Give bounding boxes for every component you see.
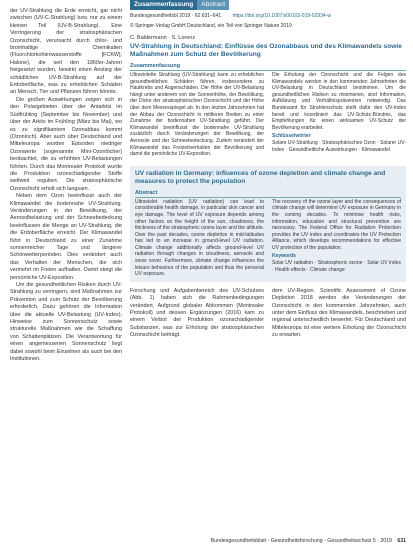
doi-link[interactable]: https://doi.org/10.1007/s00103-019-02934-w (232, 13, 331, 19)
tab-zusammenfassung[interactable]: Zusammenfassung (130, 0, 197, 10)
abstract-panel (130, 0, 406, 340)
abstract-text: Die Erholung der Ozonschicht und die Folgen des Klimawandels werden in den kommenden Jahrzehnten die UV-Belastung in Deutschland bestimmen. Um die gesundheitlichen Risiken zu minimieren, sind Information, Aufklärung und Verhältnisprävention notwendig. Das Bundesamt für Strahlenschutz stellt dafür den UV-Index bereit und koordiniert das UV-Schutz-Bündnis, das Empfehlungen für einen wirksamen UV-Schutz der Bevölkerung erarbeitet. (272, 72, 406, 131)
abstract-column (272, 72, 406, 158)
left-body-column (10, 8, 122, 364)
abstract-column (272, 199, 401, 278)
abstract-column (130, 72, 264, 158)
body-paragraph: Forschung und Aufgabenbereich des UV-Schutzes (Abb. 1) haben sich die Rahmenbedingungen verändert. Aufgrund globaler Abkommen (Montrealer Protokoll) und dessen Ergänzungen (2016) kam zu einem Verbot der Produktion ozonschädigender Substanzen, was zur Erholung der stratosphärischen Ozonschicht beiträgt. (130, 287, 264, 339)
body-paragraph: dem UV-Region. Scientific Assessment of Ozone Depletion 2018 werden die Veränderungen der Ozonschicht in den kommenden Jahrzehnten, auch unter dem Einfluss des Klimawandels, beschrieben und regional unterschiedlich bewertet. Für Deutschland und Mitteleuropa ist eine weitere Erholung der Ozonschicht zu erwarten. (272, 287, 406, 339)
english-section-label: Abstract (135, 190, 401, 198)
english-abstract-block (130, 166, 406, 282)
body-paragraph: Um die gesundheitlichen Risiken durch UV-Strahlung zu verringern, sind Maßnahmen zur Prävention und zum Schutz der Bevölkerung erforderlich. Dazu gehören die Information über die aktuelle UV-Belastung (UV-Index), Hinweise zum Sonnenschutz sowie strukturelle Maßnahmen wie die Schaffung von Schattenplätzen. Die Verantwortung für einen angemessenen Sonnenschutz liegt dabei sowohl beim Einzelnen als auch bei den Institutionen. (10, 282, 122, 363)
abstract-column (135, 199, 264, 278)
citation: Bundesgesundheitsbl 2019 · 62:631–641 (130, 13, 222, 19)
page-number: 631 (397, 538, 406, 544)
abstract-text: Ultraviolet radiation (UV radiation) can lead to considerable health damage, in particular skin cancer and eye damage. The level of UV exposure depends among other factors on the height of the sun, cloudiness, the thickness of the stratospheric ozone layer and the altitude. Over the past decades, ozone depletion in mid-latitudes has led to an increase in ground-level UV radiation. Climate change additionally affects ground-level UV radiation through changes in cloudiness, aerosols and snow cover. Furthermore, climate change influences the leisure behaviour of the population and thus the personal UV exposure. (135, 198, 264, 278)
body-column (272, 288, 406, 340)
german-title: UV-Strahlung in Deutschland: Einflüsse des Ozonabbaus und des Klimawandels sowie Maßnahmen zum Schutz der Bevölkerung (130, 43, 402, 58)
body-paragraph: der UV-Strahlung die Erde erreicht, gar nicht zwischen (UV-C-Strahlung) bzw. nur zu einem kleinen Teil (UV-B-Strahlung). Eine Verringerung der stratosphärischen Ozonschicht, verursacht durch chlor- und bromhaltige Chemikalien (Fluorchlorkohlenwasserstoffe [FCKW], Halone), die seit den 1960er-Jahren freigesetzt wurden, bewirkt einen Anstieg der schädlichen UV-B-Strahlung auf der Erdoberfläche, was zu erheblichen Schäden an Mensch, Tier und Pflanzen führen könnte. (10, 8, 122, 96)
tab-abstract[interactable]: Abstract (197, 0, 229, 10)
german-section-label: Zusammenfassung (130, 63, 406, 71)
authors: C. Baldermann · S. Lorenz (130, 35, 196, 41)
english-title: UV radiation in Germany: influences of ozone depletion and climate change and measures to protect the population (135, 169, 386, 185)
keywords: Solar UV radiation · Stratospheric ozone · Solar UV index · Health effects · Climate change (272, 260, 401, 273)
body-column (130, 288, 264, 340)
english-abstract (135, 199, 401, 278)
keywords-label: Keywords (272, 253, 296, 260)
keywords-label: Schlüsselwörter (272, 133, 311, 140)
copyright-line: © Springer-Verlag GmbH Deutschland, ein Teil von Springer Nature 2019 (130, 22, 292, 29)
german-abstract (130, 72, 406, 158)
citation-line (130, 13, 406, 20)
keywords: Solare UV-Strahlung · Stratosphärisches Ozon · Solarer UV-Index · Gesundheitliche Auswirkungen · Klimawandel (272, 139, 406, 153)
journal-name: Bundesgesundheitsblatt - Gesundheitsforschung - Gesundheitsschutz 5 · 2019 (210, 538, 392, 544)
body-paragraph: Neben dem Ozon beeinflusst auch der Klimawandel die bodennahe UV-Strahlung. Veränderungen in der Bewölkung, der Aerosolbelastung und der Schneebedeckung beeinflussen die Menge an UV-Strahlung, die die Erdoberfläche erreicht. Der Klimawandel führt in Deutschland zu einer Zunahme sonnenreicher Tage und längerer Schönwetterperioden. Dies verändert auch das Verhalten der Menschen, die sich vermehrt im Freien aufhalten. Damit steigt die persönliche UV-Exposition. (10, 193, 122, 281)
page-footer (130, 538, 406, 544)
abstract-text: The recovery of the ozone layer and the consequences of climate change will determine UV exposure in Germany in the coming decades. To minimise health risks, information, education and structural prevention are necessary. The Federal Office for Radiation Protection provides the UV index and coordinates the UV Protection Alliance, which develops recommendations for effective UV protection of the population. (272, 198, 401, 251)
section-tab-bar (130, 0, 406, 10)
body-continuation (130, 288, 406, 340)
body-paragraph: Die großen Auswirkungen zeigen sich in den Polargebieten über der Antarktis im Südfrühling (September bis November) und über der Arktis im Frühling (März bis Mai), wo es zu signifikantem Ozonabbau kommt (Ozonloch). Aber auch über Deutschland und Mitteleuropa wurden Episoden niedriger Ozonwerte (sogenannte Mini-Ozonlöcher) beobachtet, die zu erhöhten UV-Belastungen führten. Durch das Montrealer Protokoll wurde die Produktion ozonschädigender Stoffe weltweit reguliert. Die stratosphärische Ozonschicht erholt sich langsam. (10, 96, 122, 192)
abstract-text: Ultraviolette Strahlung (UV-Strahlung) kann zu erheblichen gesundheitlichen Schäden führen, insbesondere zu Hautkrebs und Augenschäden. Die Höhe der UV-Belastung hängt unter anderem von der Sonnenhöhe, der Bewölkung, der Dicke der stratosphärischen Ozonschicht und der Höhe über dem Meeresspiegel ab. In den letzten Jahrzehnten hat der Abbau der Ozonschicht in mittleren Breiten zu einer Zunahme der bodennahen UV-Strahlung geführt. Der Klimawandel beeinflusst die bodennahe UV-Strahlung zusätzlich durch Veränderungen der Bewölkung, der Aerosole und der Schneebedeckung. Zudem verändert der Klimawandel das Freizeitverhalten der Bevölkerung und damit die persönliche UV-Exposition. (130, 72, 264, 158)
